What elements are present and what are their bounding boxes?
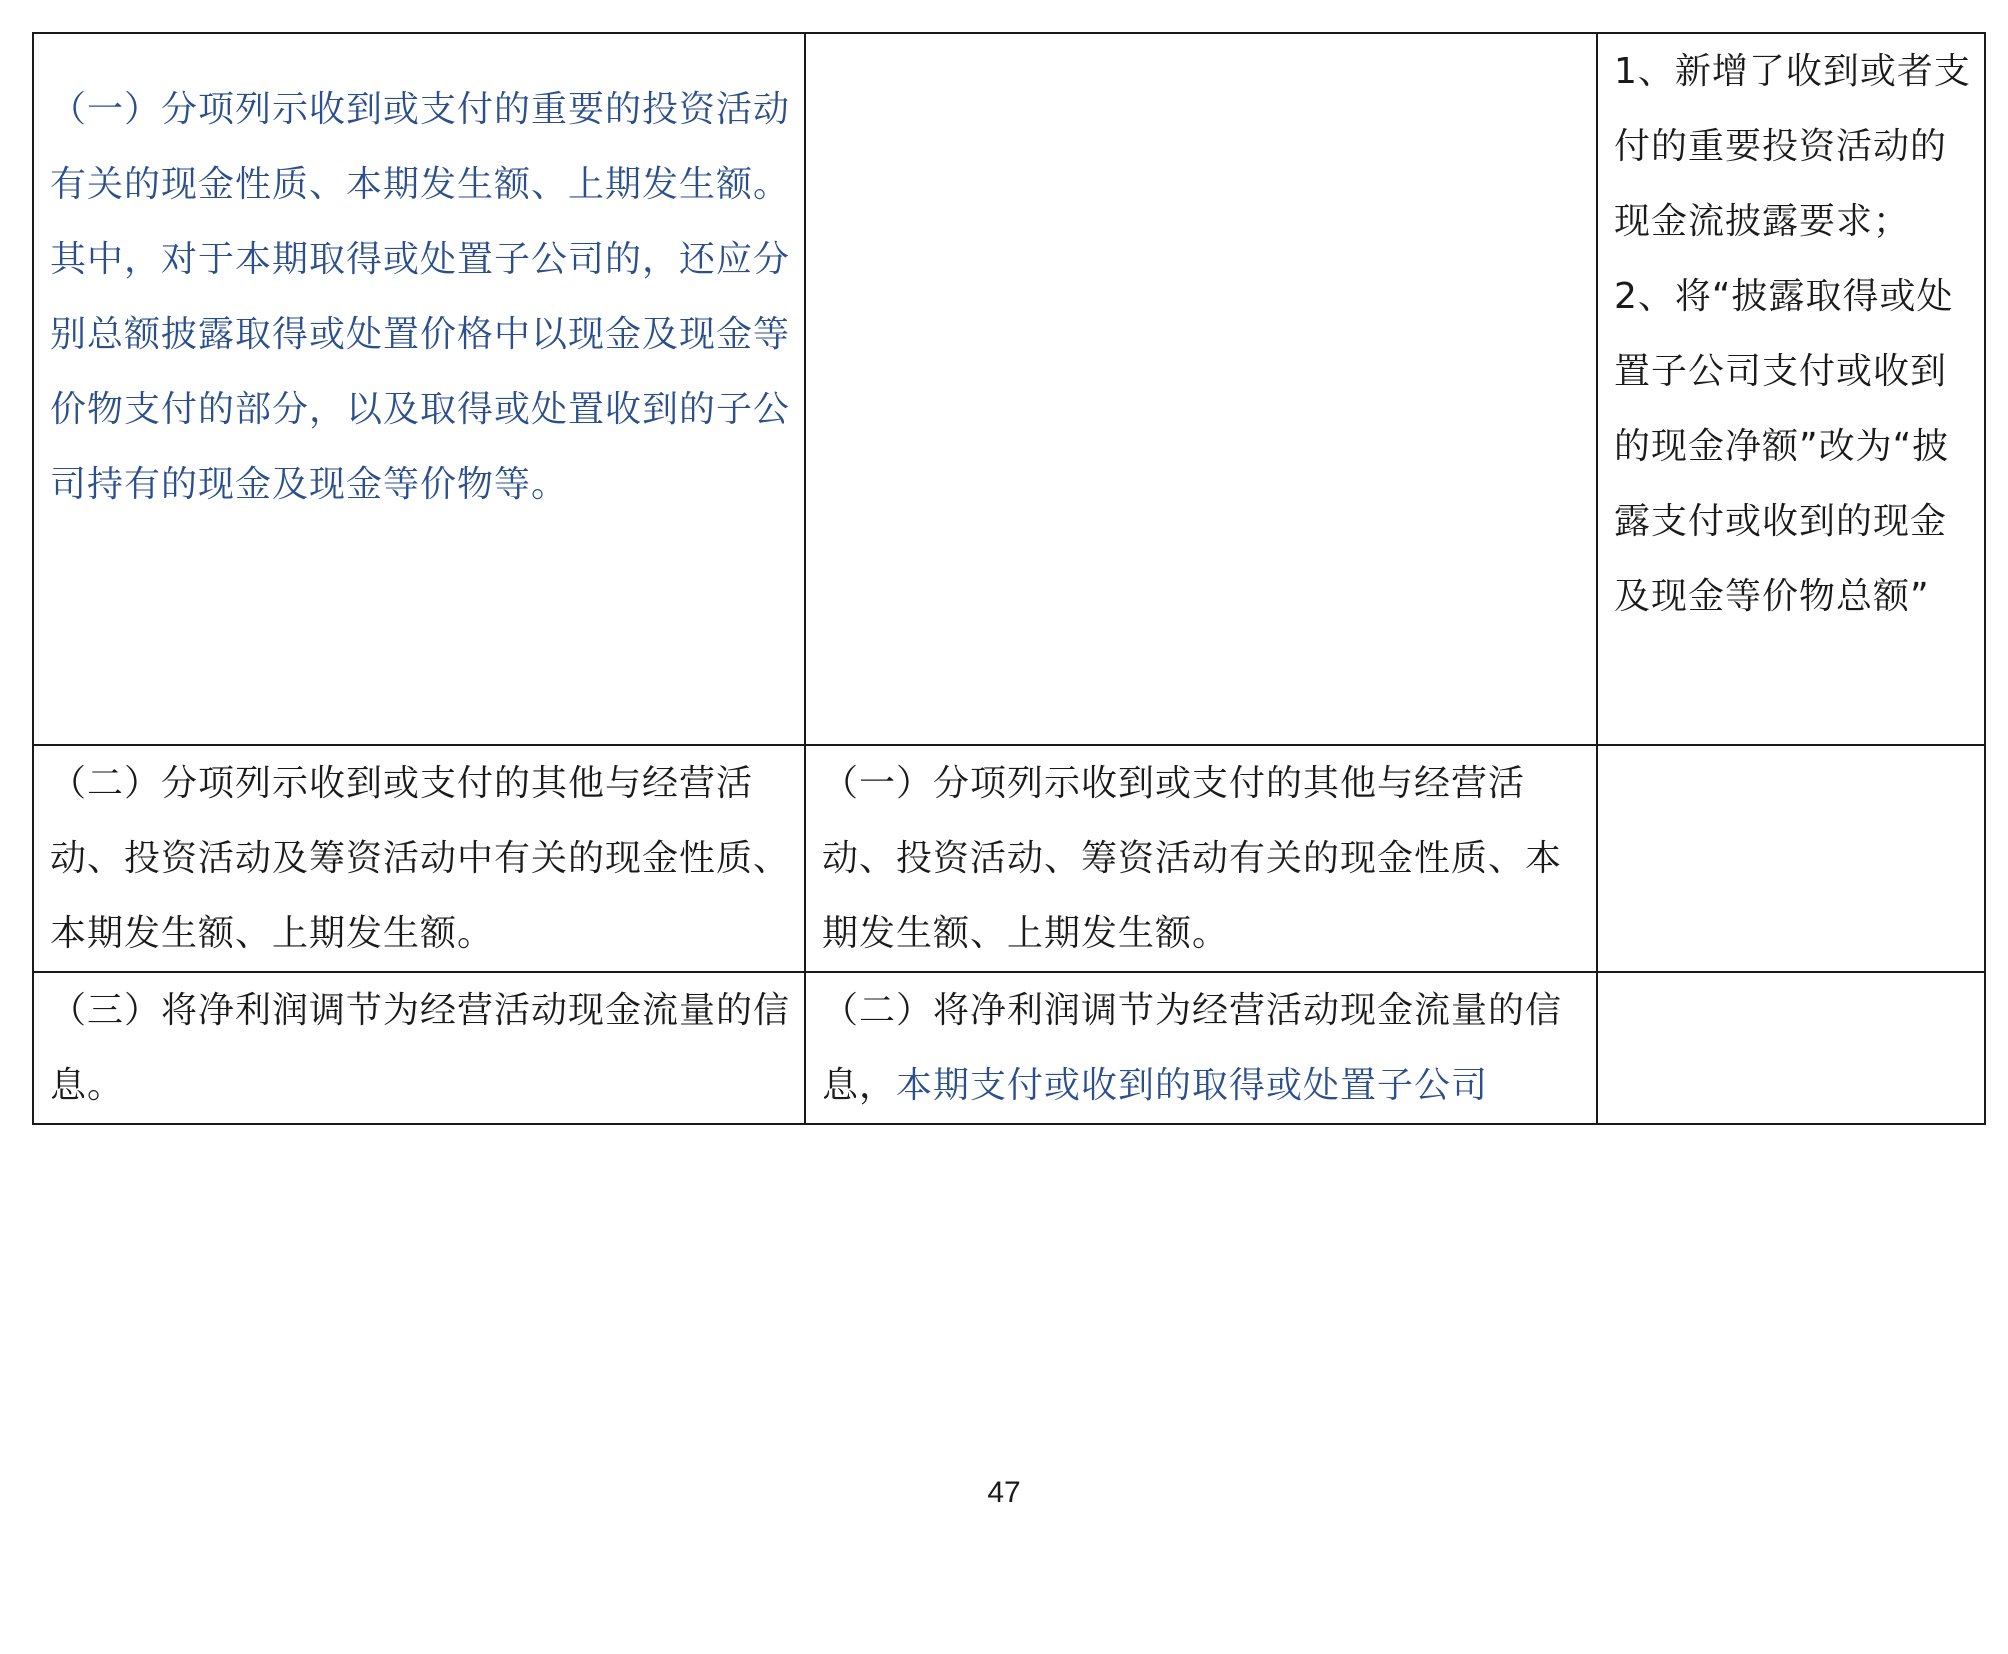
cell-text: （二）将净利润调节为经营活动现金流量的信息， (822, 990, 1563, 1106)
page-number: 47 (987, 1476, 1021, 1509)
table-row (33, 745, 1985, 972)
cell-paragraph: （二）分项列示收到或支付的其他与经营活动、投资活动及筹资活动中有关的现金性质、本期发生额、上期发生额。 (50, 763, 791, 954)
cell-paragraph: （一）分项列示收到或支付的其他与经营活动、投资活动、筹资活动有关的现金性质、本期发生额、上期发生额。 (822, 763, 1563, 954)
cell-paragraph: 2、将“披露取得或处置子公司支付或收到的现金净额”改为“披露支付或收到的现金及现金等价物总额” (1614, 276, 1954, 617)
cell-change-note (1597, 745, 1985, 972)
cell-new-standard (33, 972, 805, 1124)
cell-paragraph: （三）将净利润调节为经营活动现金流量的信息。 (50, 990, 791, 1106)
cell-paragraph: （一）分项列示收到或支付的重要的投资活动有关的现金性质、本期发生额、上期发生额。 (50, 89, 791, 205)
cell-new-standard (33, 745, 805, 972)
cell-old-standard (805, 745, 1597, 972)
cell-text-highlight: 本期支付或收到的取得或处置子公司 (896, 1065, 1489, 1106)
cell-change-note (1597, 33, 1985, 745)
cell-old-standard (805, 972, 1597, 1124)
cell-paragraph: 1、新增了收到或者支付的重要投资活动的现金流披露要求； (1614, 51, 1971, 242)
comparison-table (32, 32, 1986, 1125)
table-row (33, 33, 1985, 745)
cell-change-note (1597, 972, 1985, 1124)
table-row (33, 972, 1985, 1124)
cell-old-standard (805, 33, 1597, 745)
cell-paragraph: 其中，对于本期取得或处置子公司的，还应分别总额披露取得或处置价格中以现金及现金等价物支付的部分，以及取得或处置收到的子公司持有的现金及现金等价物等。 (50, 239, 791, 505)
cell-new-standard (33, 33, 805, 745)
